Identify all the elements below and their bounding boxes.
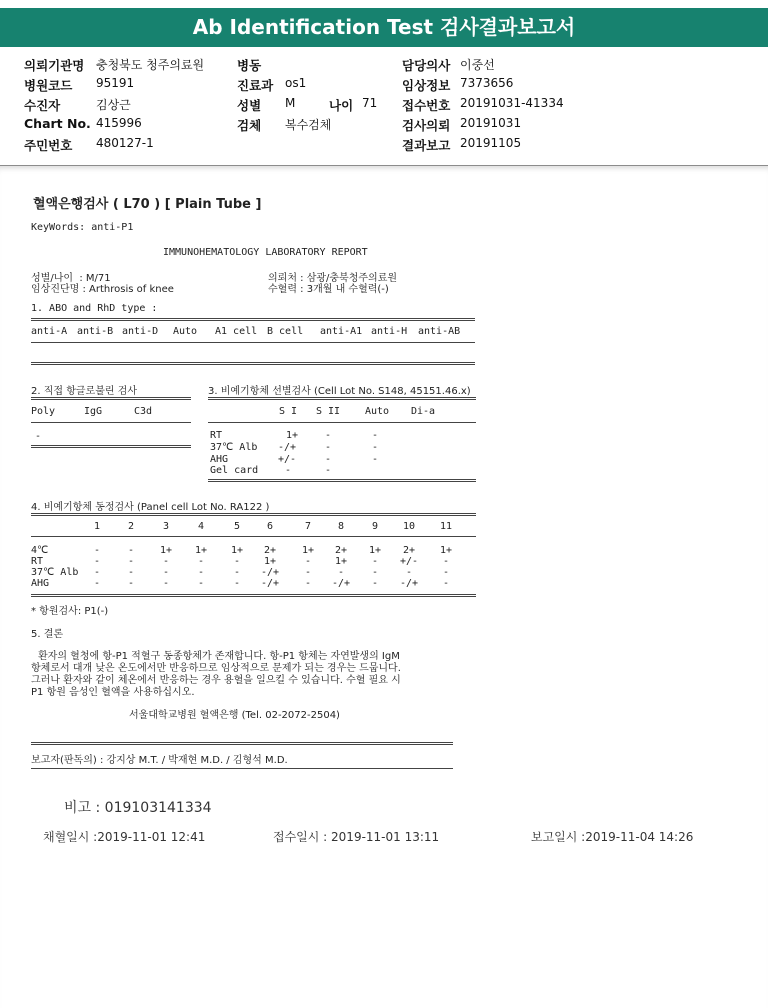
screen-col-di-a: Di-a <box>410 406 436 417</box>
patient-header <box>0 47 768 166</box>
abo-col-anti-h: anti-H <box>371 326 408 337</box>
doctor-value: 이중선 <box>460 58 495 72</box>
panel-col-header: 3 <box>162 521 170 532</box>
panel-cell: - <box>337 567 345 578</box>
keywords: KeyWords: anti-P1 <box>31 222 134 233</box>
divider <box>208 397 476 400</box>
transfusion-history: 수혈력 : 3개월 내 수혈력(-) <box>268 284 389 295</box>
request-date-value: 20191031 <box>460 116 522 130</box>
report-date-value: 20191105 <box>460 136 522 150</box>
panel-cell: - <box>197 567 205 578</box>
conclusion-line-4: P1 항원 음성인 혈액을 사용하십시오. <box>31 687 195 698</box>
divider <box>31 422 191 423</box>
resident-number-label: 주민번호 <box>24 138 73 153</box>
cell: - <box>371 430 379 441</box>
panel-row-label: 4℃ <box>31 545 49 556</box>
panel-cell: 1+ <box>230 545 244 556</box>
dat-col-c3d: C3d <box>134 406 153 417</box>
divider <box>31 536 476 537</box>
age-value: 71 <box>362 96 378 110</box>
row-label: AHG <box>210 454 229 465</box>
panel-cell: 1+ <box>334 556 348 567</box>
panel-col-header: 8 <box>337 521 345 532</box>
panel-cell: - <box>93 556 101 567</box>
request-date-label: 검사의뢰 <box>402 118 451 133</box>
institution-value: 충청북도 청주의료원 <box>96 58 205 72</box>
remark: 비고 : 019103141334 <box>64 800 212 816</box>
panel-cell: - <box>127 545 135 556</box>
conclusion-line-3: 그러나 환자와 같이 체온에서 반응하는 경우 용혈을 일으킬 수 있습니다. 수혈 필요 시 <box>31 675 401 686</box>
row-label: Gel card <box>210 465 259 476</box>
panel-cell: - <box>304 567 312 578</box>
panel-row-label: AHG <box>31 578 50 589</box>
panel-cell: - <box>127 578 135 589</box>
panel-cell: - <box>442 567 450 578</box>
row-label: RT <box>210 430 223 441</box>
cell: - <box>284 465 292 476</box>
panel-cell: 1+ <box>439 545 453 556</box>
blood-bank-contact: 서울대학교병원 혈액은행 (Tel. 02-2072-2504) <box>129 710 340 721</box>
antigen-test: * 항원검사: P1(-) <box>31 606 109 617</box>
patient-value: 김상근 <box>96 98 131 112</box>
dat-col-igg: IgG <box>84 406 103 417</box>
cell: +/- <box>277 454 297 465</box>
resident-number-value: 480127-1 <box>96 136 154 150</box>
abo-col-anti-ab: anti-AB <box>418 326 461 337</box>
cell: - <box>371 442 379 453</box>
panel-cell: - <box>162 567 170 578</box>
panel-col-header: 6 <box>266 521 274 532</box>
chart-number-label: Chart No. <box>24 116 91 131</box>
section3-title: 3. 비예기항체 선별검사 (Cell Lot No. S148, 45151.46.x) <box>208 386 471 397</box>
abo-col-anti-a1: anti-A1 <box>320 326 363 337</box>
cell: - <box>324 465 332 476</box>
panel-cell: 2+ <box>263 545 277 556</box>
divider <box>31 513 476 516</box>
panel-col-header: 7 <box>304 521 312 532</box>
panel-cell: - <box>93 545 101 556</box>
panel-cell: -/+ <box>260 567 280 578</box>
cell: -/+ <box>277 442 297 453</box>
clinical-diagnosis: 임상진단명 : Arthrosis of knee <box>31 284 174 295</box>
dat-col-poly: Poly <box>31 406 56 417</box>
panel-col-header: 11 <box>439 521 453 532</box>
panel-cell: 1+ <box>194 545 208 556</box>
panel-col-header: 4 <box>197 521 205 532</box>
divider <box>31 397 191 400</box>
report-heading: 혈액은행검사 ( L70 ) [ Plain Tube ] <box>33 197 262 212</box>
panel-cell: - <box>371 567 379 578</box>
cell: - <box>324 430 332 441</box>
hospital-code-value: 95191 <box>96 76 135 90</box>
panel-cell: 2+ <box>402 545 416 556</box>
receipt-time: 접수일시 : 2019-11-01 13:11 <box>273 830 440 844</box>
divider <box>31 318 475 321</box>
panel-col-header: 10 <box>402 521 416 532</box>
lab-report-title: IMMUNOHEMATOLOGY LABORATORY REPORT <box>163 247 368 258</box>
abo-col-a1-cell: A1 cell <box>215 326 258 337</box>
collection-time: 채혈일시 :2019-11-01 12:41 <box>43 830 206 844</box>
section2-title: 2. 직접 항글로불린 검사 <box>31 386 138 397</box>
panel-cell: - <box>371 578 379 589</box>
scanned-report <box>0 166 768 1008</box>
panel-col-header: 2 <box>127 521 135 532</box>
report-title: Ab Identification Test 검사결과보고서 <box>0 8 768 47</box>
panel-cell: - <box>233 567 241 578</box>
section1-title: 1. ABO and RhD type : <box>31 303 158 314</box>
divider <box>208 422 476 423</box>
panel-col-header: 1 <box>93 521 101 532</box>
panel-cell: - <box>93 578 101 589</box>
panel-col-header: 9 <box>371 521 379 532</box>
requesting-institution: 의뢰처 : 삼광/충북청주의료원 <box>268 273 398 284</box>
panel-cell: 2+ <box>334 545 348 556</box>
abo-col-anti-b: anti-B <box>77 326 114 337</box>
cell: - <box>324 442 332 453</box>
section5-title: 5. 결론 <box>31 629 64 640</box>
panel-cell: 1+ <box>159 545 173 556</box>
panel-cell: - <box>93 567 101 578</box>
receipt-number-label: 접수번호 <box>402 98 451 113</box>
cell: - <box>371 454 379 465</box>
dat-result: - <box>35 431 42 442</box>
cell: 1+ <box>285 430 299 441</box>
specimen-label: 검체 <box>237 118 262 133</box>
patient-label: 수진자 <box>24 98 61 113</box>
abo-col-anti-a: anti-A <box>31 326 68 337</box>
sex-age: 성별/나이 : M/71 <box>31 273 111 284</box>
divider <box>31 768 453 769</box>
receipt-number-value: 20191031-41334 <box>460 96 564 110</box>
panel-cell: - <box>442 556 450 567</box>
divider <box>31 342 475 343</box>
panel-cell: - <box>304 578 312 589</box>
panel-cell: - <box>197 556 205 567</box>
panel-cell: -/+ <box>331 578 351 589</box>
panel-cell: - <box>405 567 413 578</box>
abo-col-anti-d: anti-D <box>122 326 159 337</box>
report-date-label: 결과보고 <box>402 138 451 153</box>
department-label: 진료과 <box>237 78 274 93</box>
department-value: os1 <box>285 76 307 90</box>
panel-cell: - <box>127 556 135 567</box>
panel-row-label: RT <box>31 556 44 567</box>
panel-cell: -/+ <box>399 578 419 589</box>
sex-value: M <box>285 96 296 110</box>
panel-cell: - <box>162 578 170 589</box>
panel-col-header: 5 <box>233 521 241 532</box>
panel-cell: 1+ <box>301 545 315 556</box>
panel-cell: - <box>442 578 450 589</box>
divider <box>31 742 453 745</box>
chart-number-value: 415996 <box>96 116 142 130</box>
panel-cell: 1+ <box>368 545 382 556</box>
abo-col-b-cell: B cell <box>267 326 304 337</box>
clinical-info-value: 7373656 <box>460 76 514 90</box>
panel-cell: - <box>304 556 312 567</box>
panel-cell: - <box>127 567 135 578</box>
panel-cell: -/+ <box>260 578 280 589</box>
screen-col-si: S I <box>278 406 298 417</box>
screen-col-sii: S II <box>315 406 341 417</box>
abo-col-auto: Auto <box>173 326 198 337</box>
row-label: 37℃ Alb <box>210 442 258 453</box>
panel-cell: - <box>233 578 241 589</box>
specimen-value: 복수검체 <box>285 118 332 132</box>
screen-col-auto: Auto <box>364 406 390 417</box>
panel-cell: - <box>162 556 170 567</box>
clinical-info-label: 임상정보 <box>402 78 451 93</box>
institution-label: 의뢰기관명 <box>24 58 85 73</box>
cell: - <box>324 454 332 465</box>
reporter: 보고자(판독의) : 강지상 M.T. / 박재현 M.D. / 김형석 M.D. <box>31 755 288 766</box>
age-label: 나이 <box>329 98 354 113</box>
panel-cell: +/- <box>399 556 419 567</box>
conclusion-line-1: 환자의 혈청에 항-P1 적혈구 동종항체가 존재합니다. 항-P1 항체는 자연발생의 IgM <box>38 651 400 662</box>
panel-cell: - <box>233 556 241 567</box>
ward-label: 병동 <box>237 58 262 73</box>
section4-title: 4. 비예기항체 동정검사 (Panel cell Lot No. RA122 ) <box>31 502 270 513</box>
divider <box>31 445 191 448</box>
panel-cell: - <box>197 578 205 589</box>
doctor-label: 담당의사 <box>402 58 451 73</box>
sex-label: 성별 <box>237 98 262 113</box>
panel-cell: - <box>371 556 379 567</box>
divider <box>31 362 475 365</box>
divider <box>208 479 476 482</box>
report-time: 보고일시 :2019-11-04 14:26 <box>531 830 694 844</box>
hospital-code-label: 병원코드 <box>24 78 73 93</box>
conclusion-line-2: 항체로서 대개 낮은 온도에서만 반응하므로 임상적으로 문제가 되는 경우는 드뭅니다. <box>31 663 401 674</box>
divider <box>31 594 476 597</box>
panel-cell: 1+ <box>263 556 277 567</box>
panel-row-label: 37℃ Alb <box>31 567 79 578</box>
